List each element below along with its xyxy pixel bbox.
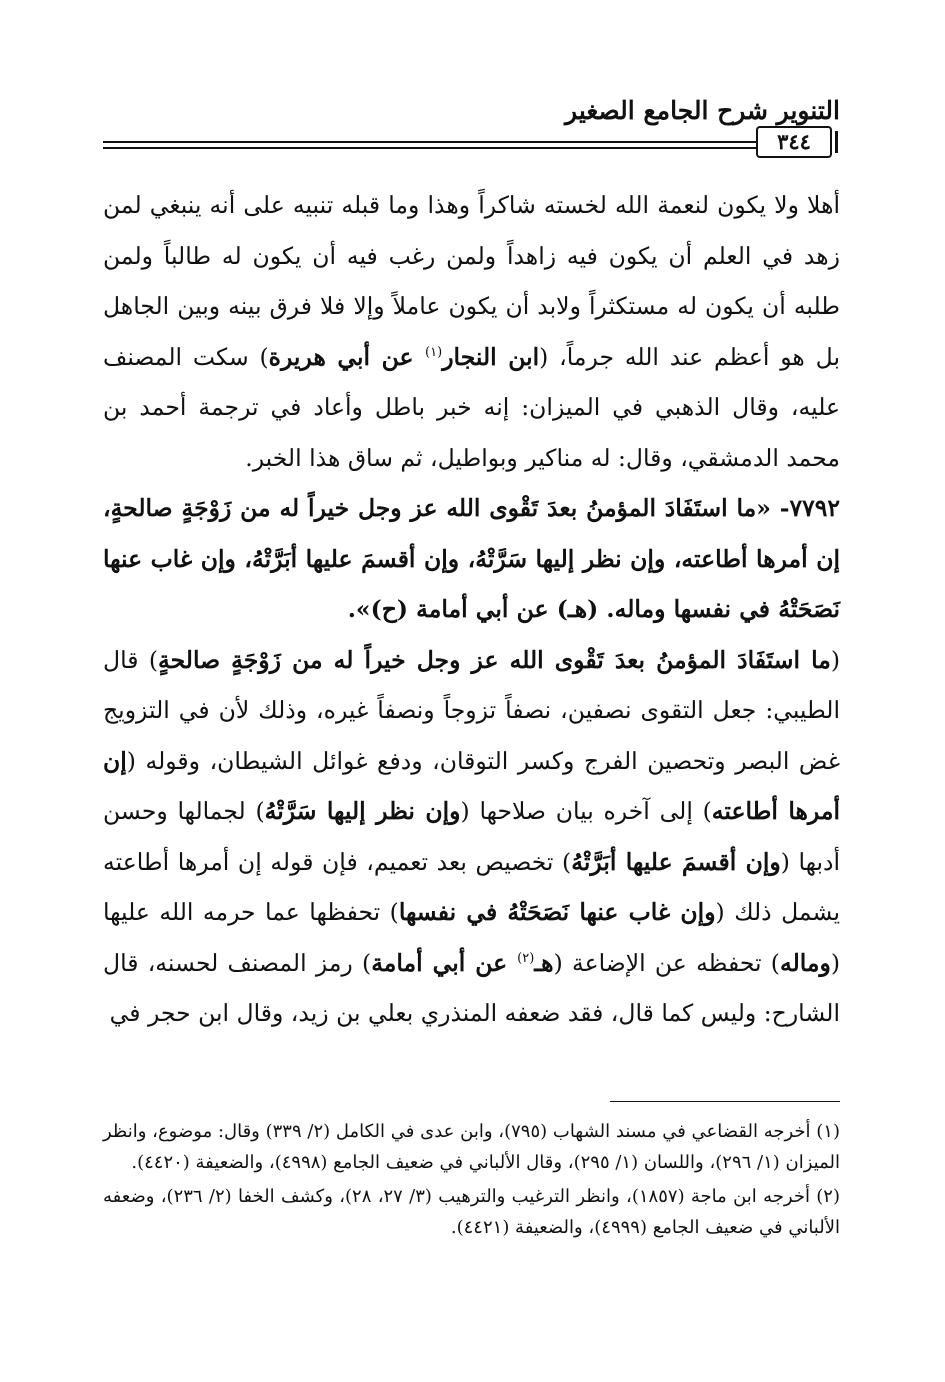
header-rule-top <box>103 141 768 143</box>
paragraph-commentary-intro <box>103 180 840 483</box>
text-segment: ) تحفظها عما حرمه الله عليها ( <box>103 898 840 977</box>
text-segment: ) لجمالها وحسن أدبها ( <box>103 797 841 876</box>
footnotes <box>103 1116 840 1246</box>
running-header-title: التنوير شرح الجامع الصغير <box>565 96 840 125</box>
text-segment: ) سكت المصنف عليه، وقال الذهبي في الميزان: إنه خبر باطل وأعاد في ترجمة أحمد بن محمد الدمشقي، وقال: له مناكير وبواطيل، ثم ساق هذا الخبر. <box>103 342 840 472</box>
footnote-ref-1: (١) <box>425 344 443 360</box>
bold-segment: وإن غاب عنها نَصَحَتْهُ في نفسها <box>398 898 716 926</box>
bold-segment: وإن أقسمَ عليها أبَرَّتْهُ <box>571 847 781 876</box>
bold-segment: عن أبي أمامة <box>371 948 518 977</box>
footnote-separator <box>610 1101 840 1102</box>
text-segment: ) قال الطيبي: جعل التقوى نصفين، نصفاً تزوجاً ونصفاً غيره، وذلك لأن في التزويج غض البصر وتحصين الفرج وكسر التوقان، ودفع غوائل الشيطان، وقوله ( <box>103 645 840 775</box>
text-segment: ) تخصيص بعد تعميم، فإن قوله إن أمرها أطاعته يشمل ذلك ( <box>103 847 840 926</box>
hadith-7792: ٧٧٩٢- «ما استَفَادَ المؤمنُ بعدَ تَقْوى الله عز وجل خيراً له من زَوْجَةٍ صالحةٍ، إن أمرها أطاعته، وإن نظر إليها سَرَّتْهُ، وإن أقسمَ عليها أبَرَّتْهُ، وإن غاب عنها نَصَحَتْهُ في نفسها وماله. (هـ) عن أبي أمامة (ح)». <box>103 494 840 623</box>
footnote-2: (٢) أخرجه ابن ماجة (١٨٥٧)، وانظر الترغيب والترهيب (٣/ ٢٧، ٢٨)، وكشف الخفا (٢/ ٢٣٦)، وضعفه الألباني في ضعيف الجامع (٤٩٩٩)، والضعيفة (٤٤٢١). <box>103 1186 840 1238</box>
paragraph-commentary <box>103 635 840 1039</box>
text-segment: ) رمز المصنف لحسنه، قال الشارح: وليس كما قال، فقد ضعفه المنذري بعلي بن زيد، وقال ابن حجر في <box>103 948 840 1027</box>
header-rule-bottom <box>103 147 768 149</box>
bold-segment: ما استَفَادَ المؤمنُ بعدَ تَقْوى الله عز وجل خيراً له من زَوْجَةٍ صالحةٍ <box>158 645 831 674</box>
page-number: ٣٤٤ <box>756 126 832 158</box>
text-segment: ) إلى آخره بيان صلاحها ( <box>460 797 712 825</box>
text-segment: ( <box>830 645 840 674</box>
bold-segment: إن أمرها أطاعته <box>103 746 840 825</box>
bold-segment: عن أبي هريرة <box>268 342 426 371</box>
text-segment: ) تحفظه عن الإضاعة ( <box>553 948 780 977</box>
bold-segment: هـ <box>534 948 554 977</box>
text-segment: أهلا ولا يكون لنعمة الله لخسته شاكراً وهذا وما قبله تنبيه على أنه ينبغي لمن زهد في العلم أن يكون فيه زاهداً ولمن رغب فيه أن يكون له طالباً ولمن طلبه أن يكون له مستكثراً ولابد أن يكون عاملاً وإلا فلا فرق بينه وبين الجاهل بل هو أعظم عند الله جرماً، ( <box>103 191 840 371</box>
footnote-1: (١) أخرجه القضاعي في مسند الشهاب (٧٩٥)، وابن عدى في الكامل (٢/ ٣٣٩) وقال: موضوع، وانظر الميزان (١/ ٢٩٦)، واللسان (١/ ٢٩٥)، وقال الألباني في ضعيف الجامع (٤٩٩٨)، والضعيفة (٤٤٢٠). <box>103 1121 840 1173</box>
bold-segment: وماله <box>779 948 831 977</box>
footnote-ref-2: (٢) <box>517 950 535 966</box>
bold-segment: وإن نظر إليها سَرَّتْهُ <box>264 797 461 825</box>
main-body <box>103 180 840 1039</box>
bold-segment: ابن النجار <box>442 342 540 371</box>
